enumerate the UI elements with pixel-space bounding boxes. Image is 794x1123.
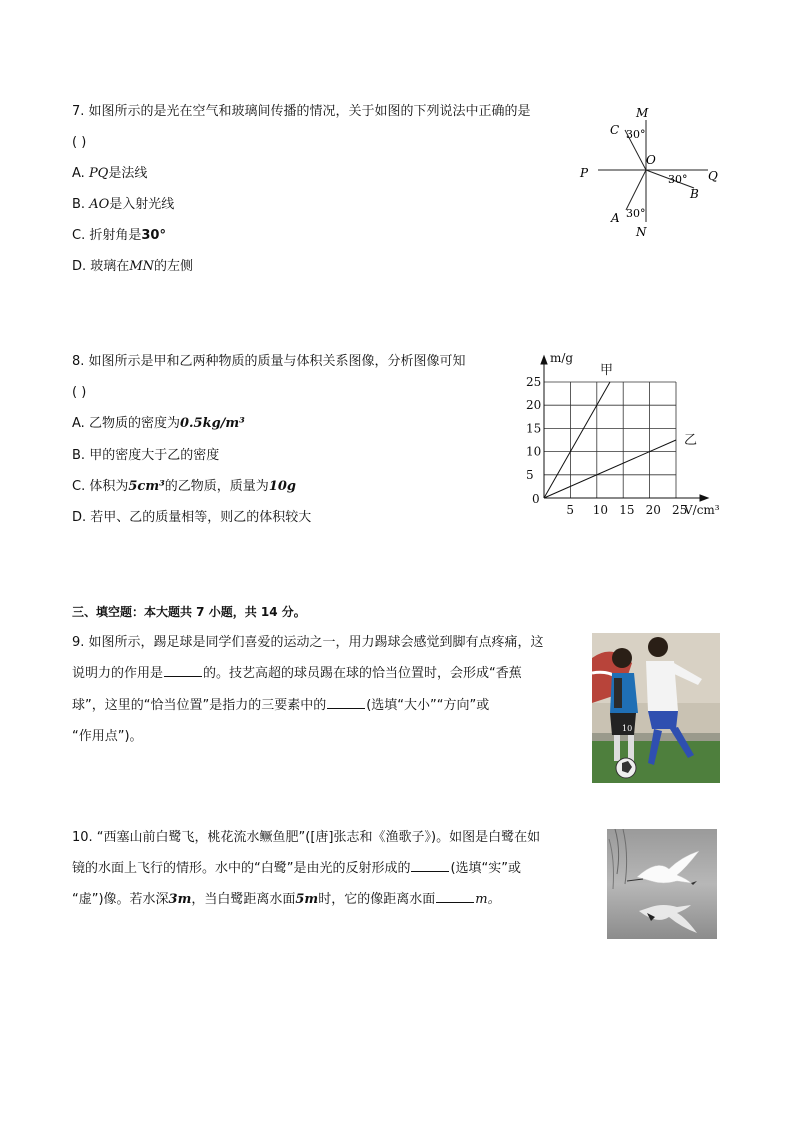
text-segment: (选填“大小”“方向”或 [366, 698, 490, 713]
section-title: 三、填空题：本大题共 7 小题，共 14 分。 [72, 605, 306, 619]
x-tick-label: 5 [566, 503, 575, 517]
option-text: 的乙物质，质量为 [164, 479, 269, 494]
option-text: 是入射光线 [109, 197, 175, 212]
y-tick-label: 5 [526, 467, 534, 482]
option-letter: A. [72, 416, 85, 431]
series-line-jia [544, 382, 610, 498]
q10-line-1: 10. “西塞山前白鹭飞，桃花流水鳜鱼肥”([唐]张志和《渔歌子》)。如图是白鹭在如 [72, 830, 541, 845]
label-q: Q [708, 169, 718, 183]
q9-line-1: 9. 如图所示，踢足球是同学们喜爱的运动之一，用力踢球会感觉到脚有点疼痛，这 [72, 635, 544, 650]
label-p: P [580, 166, 589, 180]
x-tick-label: 10 [592, 503, 609, 517]
option-symbol: MN [129, 259, 154, 274]
option-letter: D. [72, 259, 87, 274]
option-text: 若甲、乙的质量相等，则乙的体积较大 [90, 510, 312, 525]
q9-line-2 [72, 664, 522, 683]
option-value: 10g [268, 479, 296, 494]
q10-line-3 [72, 890, 501, 909]
answer-blank-3[interactable] [411, 859, 449, 872]
text-segment: (选填“实”或 [450, 861, 522, 876]
option-text: 体积为 [89, 479, 129, 494]
text-segment: m。 [475, 892, 501, 907]
option-letter: D. [72, 510, 87, 525]
origin-label: 0 [532, 492, 540, 506]
option-letter: A. [72, 166, 85, 181]
option-letter: C. [72, 479, 86, 494]
ray-ao [626, 170, 646, 210]
option-text: 甲的密度大于乙的密度 [89, 448, 220, 463]
q8-option-b[interactable] [72, 447, 219, 465]
q8-option-c[interactable] [72, 478, 296, 496]
q8-paren: ( ) [72, 385, 87, 400]
light-ray-diagram [570, 100, 730, 250]
answer-blank-2[interactable] [327, 696, 365, 709]
option-text: 折射角是 [89, 228, 142, 243]
q7-option-c[interactable] [72, 227, 166, 245]
q9-line-4: “作用点”)。 [72, 729, 143, 744]
value-depth: 3m [168, 892, 192, 907]
x-axis-arrow [700, 495, 708, 501]
q7-stem: 7. 如图所示的是光在空气和玻璃间传播的情况，关于如图的下列说法中正确的是 [72, 104, 531, 119]
option-letter: B. [72, 197, 86, 212]
q8-option-a[interactable] [72, 415, 245, 433]
q7-option-b[interactable] [72, 196, 174, 214]
option-letter: C. [72, 228, 86, 243]
label-c: C [610, 123, 620, 137]
y-axis-label: m/g [550, 351, 574, 365]
q8-stem: 8. 如图所示是甲和乙两种物质的质量与体积关系图像，分析图像可知 [72, 354, 466, 369]
option-text: 玻璃在 [90, 259, 130, 274]
label-b: B [690, 187, 699, 201]
x-tick-label: 15 [619, 503, 635, 517]
text-segment: 说明力的作用是 [72, 666, 164, 681]
angle-right: 30° [668, 173, 688, 186]
x-axis-label: V/cm³ [684, 503, 720, 517]
option-value: 30° [141, 228, 166, 243]
answer-blank-4[interactable] [436, 890, 474, 903]
label-n: N [636, 225, 647, 239]
q8-option-d[interactable] [72, 509, 311, 527]
q7-option-a[interactable] [72, 165, 147, 183]
label-o: O [646, 153, 656, 167]
option-text: 的左侧 [154, 259, 194, 274]
x-tick-label: 20 [645, 503, 661, 517]
y-tick-label: 20 [526, 398, 542, 413]
text-segment: 时，它的像距离水面 [318, 892, 436, 907]
option-text: 乙物质的密度为 [88, 416, 180, 431]
option-value: 0.5kg/m³ [179, 416, 245, 431]
option-symbol: AO [89, 197, 110, 212]
option-text: 是法线 [108, 166, 148, 181]
option-symbol: PQ [88, 166, 109, 181]
value-height: 5m [295, 892, 319, 907]
text-segment: 球”，这里的“恰当位置”是指力的三要素中的 [72, 698, 327, 713]
answer-blank-1[interactable] [164, 664, 202, 677]
y-tick-label: 15 [526, 421, 542, 436]
text-segment: 镜的水面上飞行的情形。水中的“白鹭”是由光的反射形成的 [72, 861, 411, 876]
angle-top: 30° [626, 128, 646, 141]
soccer-photo [592, 633, 720, 783]
label-a: A [611, 211, 620, 225]
mass-volume-chart [510, 348, 730, 520]
egret-photo [607, 829, 717, 939]
q7-option-d[interactable] [72, 258, 193, 276]
label-m: M [636, 106, 649, 120]
series-line-yi [544, 440, 676, 498]
option-letter: B. [72, 448, 86, 463]
series-label: 乙 [684, 433, 698, 448]
q7-paren: ( ) [72, 135, 87, 150]
series-label: 甲 [600, 363, 614, 378]
option-value: 5cm³ [128, 479, 165, 494]
jersey-number: 10 [622, 724, 633, 733]
y-axis-arrow [541, 356, 547, 364]
text-segment: 的。技艺高超的球员踢在球的恰当位置时，会形成“香蕉 [203, 666, 522, 681]
y-tick-label: 10 [526, 444, 542, 459]
angle-bottom: 30° [626, 207, 646, 220]
q9-line-3 [72, 696, 489, 715]
y-tick-label: 25 [526, 375, 542, 389]
q10-line-2 [72, 859, 521, 878]
x-tick-label: 25 [672, 503, 688, 517]
text-segment: “虚”)像。若水深 [72, 892, 169, 907]
text-segment: ，当白鹭距离水面 [191, 892, 296, 907]
